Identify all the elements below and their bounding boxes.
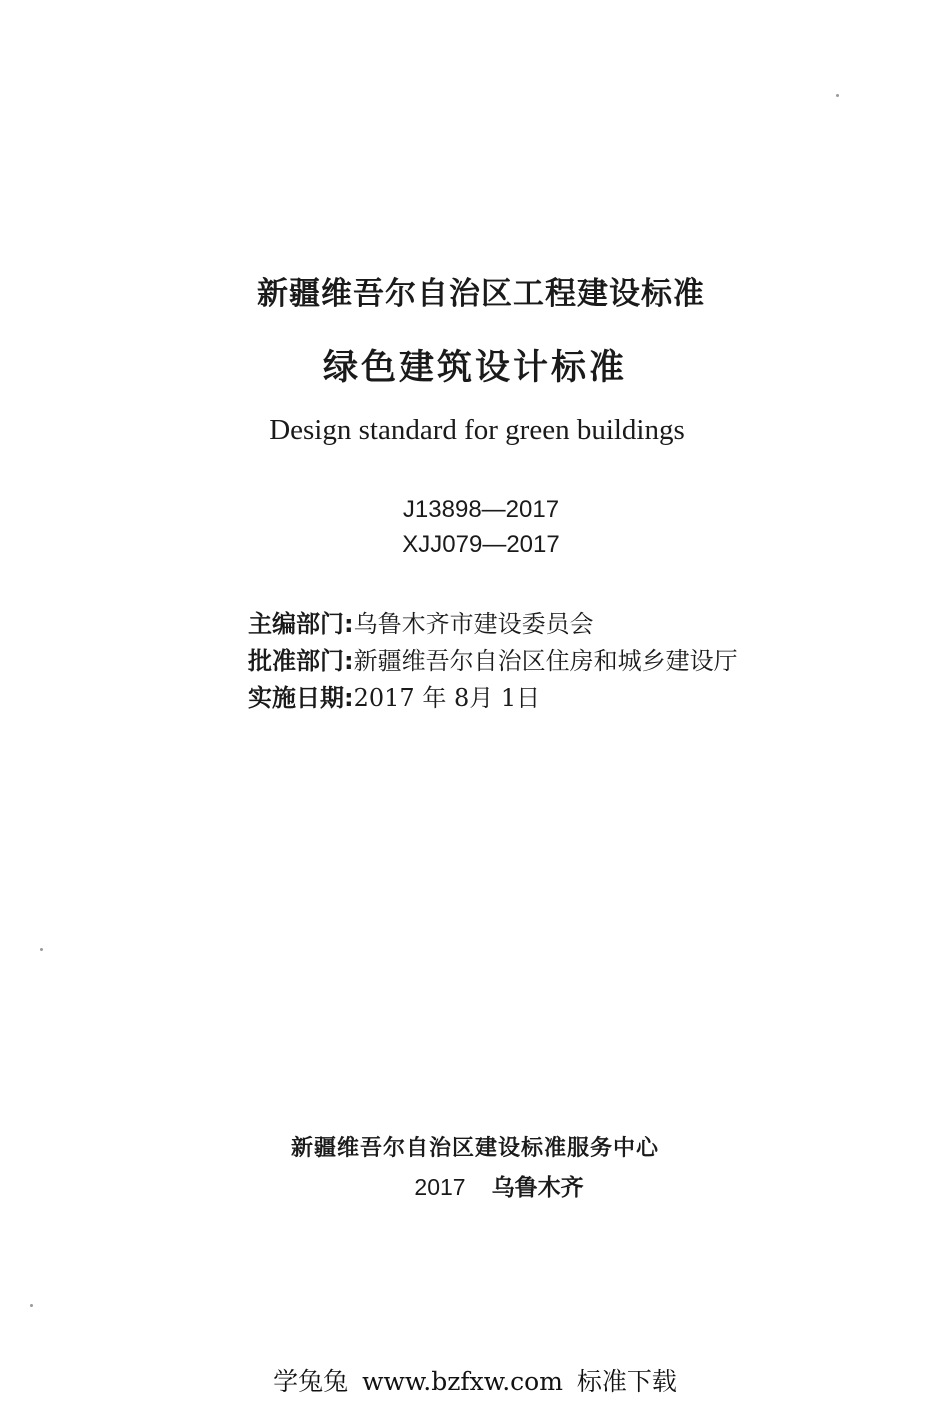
publisher-name: 新疆维吾尔自治区建设标准服务中心 [290,1136,659,1161]
info-label: 实施日期: [248,684,354,712]
scan-speck [836,94,839,97]
info-label: 批准部门: [248,647,354,675]
footer-site-name: 学兔兔 [273,1367,349,1396]
main-title: 绿色建筑设计标准 [322,348,627,388]
info-row-approver [248,643,738,680]
publish-year-city [0,1169,950,1202]
info-block [248,606,738,717]
info-row-effective-date [248,680,738,717]
info-row-editor [248,606,738,643]
footer-tagline: 标准下载 [576,1367,677,1396]
footer-url[interactable]: www.bzfxw.com [362,1367,563,1396]
info-value: 乌鲁木齐市建设委员会 [353,610,594,638]
info-value: 新疆维吾尔自治区住房和城乡建设厅 [353,647,738,675]
english-title: Design standard for green buildings [269,414,685,446]
info-label: 主编部门: [248,610,354,638]
info-value: 2017 年 8月 1日 [353,684,541,712]
publish-city: 乌鲁木齐 [491,1175,584,1201]
footer-watermark [0,1362,950,1398]
standard-code-j: J13898—2017 [402,496,560,523]
series-title: 新疆维吾尔自治区工程建设标准 [257,276,705,312]
publish-year: 2017 [414,1174,466,1200]
standard-code-xjj: XJJ079—2017 [402,531,560,558]
scan-speck [40,948,43,951]
scan-speck [30,1304,33,1307]
